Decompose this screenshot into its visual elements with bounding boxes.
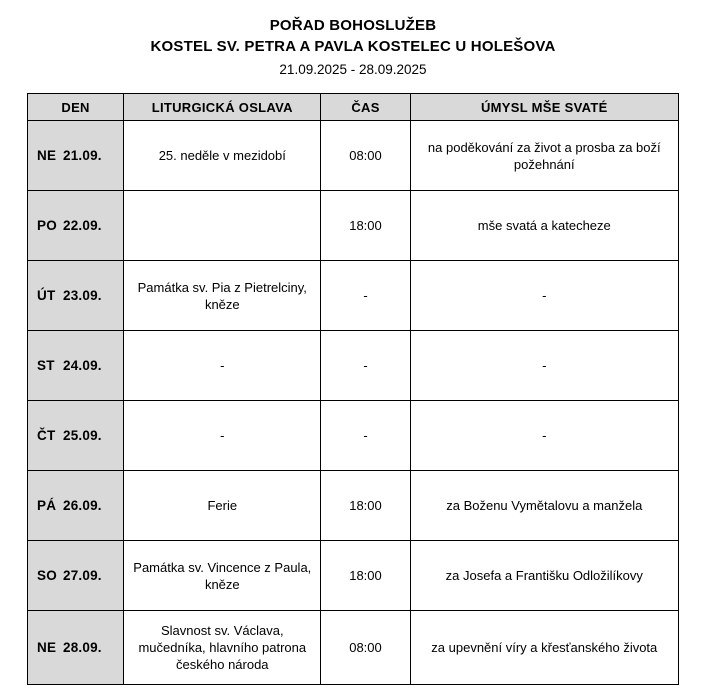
schedule-table xyxy=(27,93,679,685)
row-liturgy-cell: Památka sv. Vincence z Paula, kněze xyxy=(124,541,321,611)
row-intention-cell: na poděkování za život a prosba za boží požehnání xyxy=(410,121,678,191)
page-title: POŘAD BOHOSLUŽEB xyxy=(269,17,437,34)
row-day-of-week: ST xyxy=(37,358,55,373)
row-day-cell xyxy=(28,121,124,191)
row-day-of-week: PÁ xyxy=(37,498,57,513)
row-time-cell: - xyxy=(321,401,410,471)
row-intention-cell: - xyxy=(410,261,678,331)
row-day-of-week: PO xyxy=(37,218,57,233)
table-row xyxy=(28,261,679,331)
row-day-of-week: NE xyxy=(37,148,57,163)
row-time-cell: - xyxy=(321,331,410,401)
table-row xyxy=(28,541,679,611)
row-liturgy-cell: 25. neděle v mezidobí xyxy=(124,121,321,191)
row-date: 21.09. xyxy=(63,148,102,163)
column-header-liturgy: LITURGICKÁ OSLAVA xyxy=(124,94,321,121)
row-day-of-week: NE xyxy=(37,640,57,655)
row-day-cell xyxy=(28,191,124,261)
row-time-cell: 08:00 xyxy=(321,611,410,685)
row-day-cell xyxy=(28,471,124,541)
schedule-table-wrapper xyxy=(27,93,679,685)
row-intention-cell: za upevnění víry a křesťanského života xyxy=(410,611,678,685)
column-header-intention: ÚMYSL MŠE SVATÉ xyxy=(410,94,678,121)
row-day-cell xyxy=(28,541,124,611)
row-day-of-week: SO xyxy=(37,568,57,583)
table-header-row xyxy=(28,94,679,121)
row-date: 26.09. xyxy=(63,498,102,513)
table-body xyxy=(28,121,679,685)
row-liturgy-cell: Slavnost sv. Václava, mučedníka, hlavního patrona českého národa xyxy=(124,611,321,685)
row-intention-cell: - xyxy=(410,401,678,471)
row-date: 23.09. xyxy=(63,288,102,303)
row-date: 22.09. xyxy=(63,218,102,233)
row-day-cell xyxy=(28,331,124,401)
table-row xyxy=(28,611,679,685)
row-date: 24.09. xyxy=(63,358,102,373)
row-intention-cell: mše svatá a katecheze xyxy=(410,191,678,261)
row-liturgy-cell: - xyxy=(124,331,321,401)
document-header xyxy=(0,0,706,81)
row-liturgy-cell: Památka sv. Pia z Pietrelciny, kněze xyxy=(124,261,321,331)
row-intention-cell: za Boženu Vymětalovu a manžela xyxy=(410,471,678,541)
row-day-of-week: ČT xyxy=(37,428,56,443)
row-liturgy-cell xyxy=(124,191,321,261)
table-header xyxy=(28,94,679,121)
row-date: 25.09. xyxy=(63,428,102,443)
row-day-cell xyxy=(28,611,124,685)
row-liturgy-cell: - xyxy=(124,401,321,471)
row-time-cell: 18:00 xyxy=(321,471,410,541)
row-day-of-week: ÚT xyxy=(37,288,56,303)
page-subtitle: KOSTEL SV. PETRA A PAVLA KOSTELEC U HOLEŠOVA xyxy=(150,38,556,55)
table-row xyxy=(28,401,679,471)
row-time-cell: 18:00 xyxy=(321,541,410,611)
row-time-cell: - xyxy=(321,261,410,331)
row-day-cell xyxy=(28,261,124,331)
table-row xyxy=(28,331,679,401)
row-intention-cell: - xyxy=(410,331,678,401)
table-row xyxy=(28,191,679,261)
row-time-cell: 18:00 xyxy=(321,191,410,261)
row-day-cell xyxy=(28,401,124,471)
row-liturgy-cell: Ferie xyxy=(124,471,321,541)
row-date: 28.09. xyxy=(63,640,102,655)
table-row xyxy=(28,471,679,541)
table-row xyxy=(28,121,679,191)
column-header-den: DEN xyxy=(28,94,124,121)
row-time-cell: 08:00 xyxy=(321,121,410,191)
column-header-time: ČAS xyxy=(321,94,410,121)
row-date: 27.09. xyxy=(63,568,102,583)
date-range: 21.09.2025 - 28.09.2025 xyxy=(279,62,427,77)
row-intention-cell: za Josefa a Františku Odložilíkovy xyxy=(410,541,678,611)
